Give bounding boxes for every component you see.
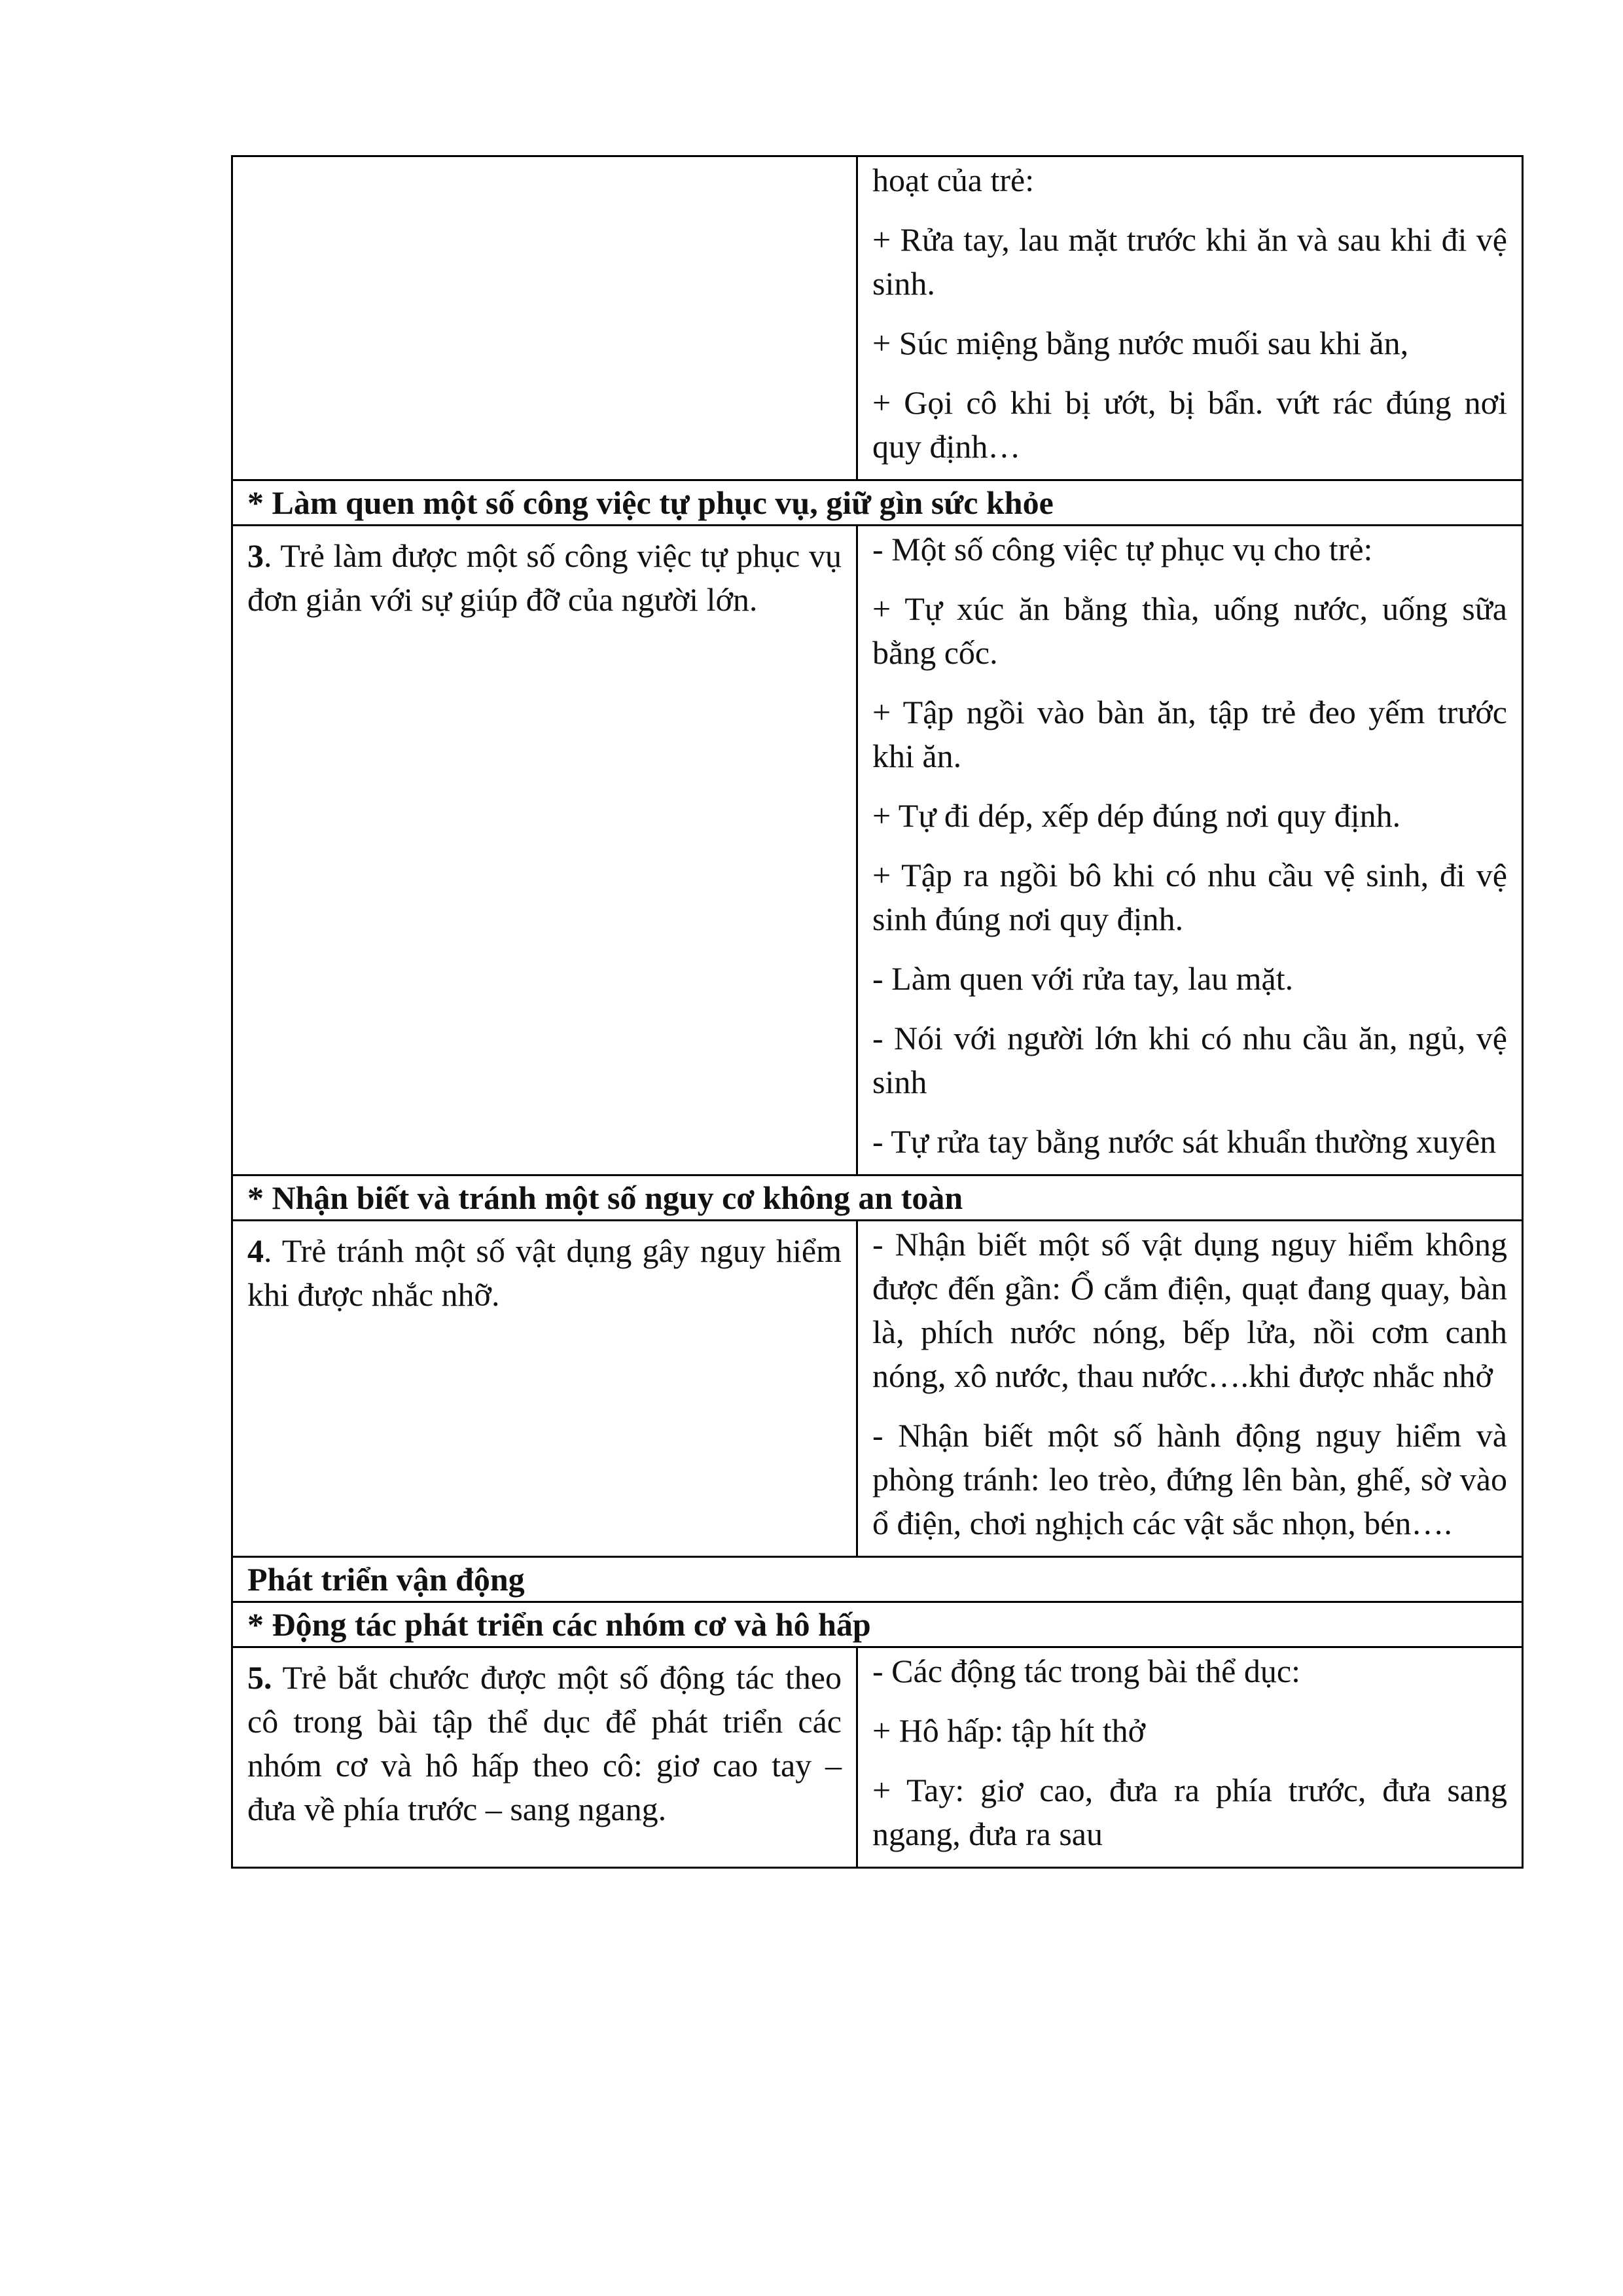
content-line: - Tự rửa tay bằng nước sát khuẩn thường xuyên xyxy=(872,1123,1497,1160)
goal-text xyxy=(247,1229,842,1317)
content-line: + Rửa tay, lau mặt trước khi ăn và sau khi đi vệ sinh. xyxy=(872,221,1507,302)
content-line: + Hô hấp: tập hít thở xyxy=(872,1712,1146,1749)
goal-description: Trẻ bắt chước được một số động tác theo cô trong bài tập thể dục để phát triển các nhóm cơ và hô hấp theo cô: giơ cao tay – đưa về phía trước – sang ngang. xyxy=(247,1659,842,1827)
goal-cell xyxy=(232,526,857,1175)
content-line: + Tự xúc ăn bằng thìa, uống nước, uống sữa bằng cốc. xyxy=(872,590,1507,671)
goal-cell xyxy=(232,156,857,480)
section-header-row xyxy=(232,480,1523,526)
goal-number: 3 xyxy=(247,537,264,574)
content-line: - Làm quen với rửa tay, lau mặt. xyxy=(872,960,1294,997)
goal-text xyxy=(247,1656,842,1831)
goal-description: . Trẻ làm được một số công việc tự phục vụ đơn giản với sự giúp đỡ của người lớn. xyxy=(247,537,842,618)
content-line: + Gọi cô khi bị ướt, bị bẩn. vứt rác đúng nơi quy định… xyxy=(872,384,1507,465)
content-cell xyxy=(857,1647,1523,1868)
goal-number: 5. xyxy=(247,1659,272,1696)
content-line: + Tập ra ngồi bô khi có nhu cầu vệ sinh, đi vệ sinh đúng nơi quy định. xyxy=(872,857,1507,937)
content-line: + Tự đi dép, xếp dép đúng nơi quy định. xyxy=(872,797,1401,834)
content-cell xyxy=(857,526,1523,1175)
content-cell xyxy=(857,156,1523,480)
table-row xyxy=(232,1647,1523,1868)
section-header-row xyxy=(232,1175,1523,1221)
goal-cell xyxy=(232,1221,857,1557)
goal-number: 4 xyxy=(247,1232,264,1269)
table-row xyxy=(232,156,1523,480)
content-line: - Một số công việc tự phục vụ cho trẻ: xyxy=(872,531,1373,567)
content-line: + Súc miệng bằng nước muối sau khi ăn, xyxy=(872,325,1409,361)
goal-cell xyxy=(232,1647,857,1868)
content-line: - Nói với người lớn khi có nhu cầu ăn, ngủ, vệ sinh xyxy=(872,1020,1507,1100)
table-row xyxy=(232,1221,1523,1557)
table-row xyxy=(232,526,1523,1175)
section-header-row xyxy=(232,1602,1523,1647)
content-line: - Các động tác trong bài thể dục: xyxy=(872,1653,1300,1689)
section-heading: * Làm quen một số công việc tự phục vụ, giữ gìn sức khỏe xyxy=(232,480,1523,526)
goal-description: . Trẻ tránh một số vật dụng gây nguy hiểm khi được nhắc nhỡ. xyxy=(247,1232,842,1313)
content-line: hoạt của trẻ: xyxy=(872,162,1035,198)
section-header-row xyxy=(232,1557,1523,1602)
content-cell xyxy=(857,1221,1523,1557)
content-line: + Tập ngồi vào bàn ăn, tập trẻ đeo yếm trước khi ăn. xyxy=(872,694,1507,774)
goal-text xyxy=(247,534,842,622)
section-heading: * Động tác phát triển các nhóm cơ và hô hấp xyxy=(232,1602,1523,1647)
section-heading: Phát triển vận động xyxy=(232,1557,1523,1602)
content-line: + Tay: giơ cao, đưa ra phía trước, đưa sang ngang, đưa ra sau xyxy=(872,1772,1507,1852)
section-heading: * Nhận biết và tránh một số nguy cơ không an toàn xyxy=(232,1175,1523,1221)
content-line: - Nhận biết một số hành động nguy hiểm và phòng tránh: leo trèo, đứng lên bàn, ghế, sờ vào ổ điện, chơi nghịch các vật sắc nhọn, bén…. xyxy=(872,1417,1507,1541)
curriculum-table xyxy=(231,155,1524,1869)
content-line: - Nhận biết một số vật dụng nguy hiểm không được đến gần: Ổ cắm điện, quạt đang quay, bàn là, phích nước nóng, bếp lửa, nồi cơm canh nóng, xô nước, thau nước….khi được nhắc nhở xyxy=(872,1226,1507,1394)
